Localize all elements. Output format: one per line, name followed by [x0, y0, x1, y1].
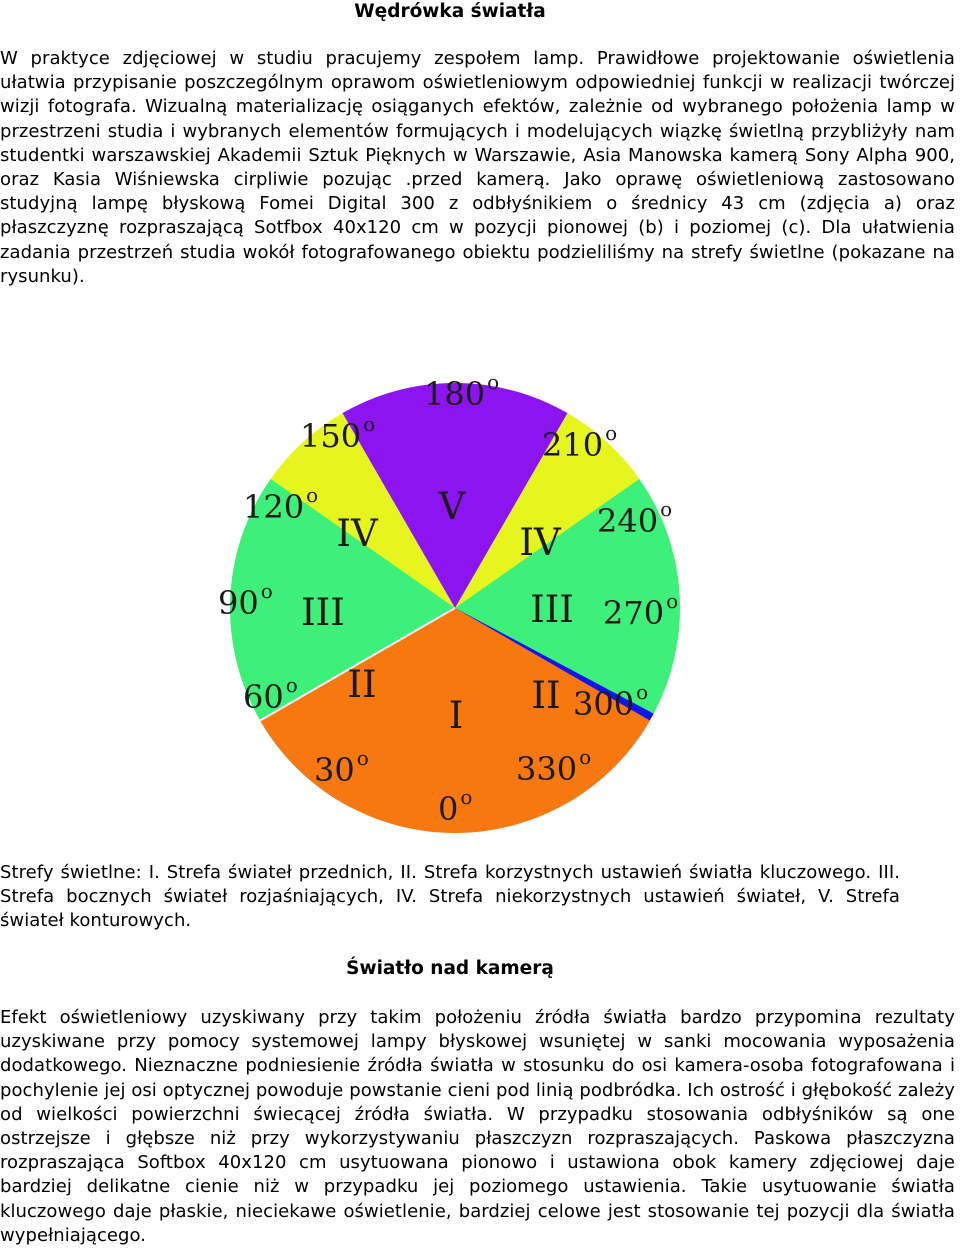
angle-label-210: 210 $^o$ — [542, 421, 618, 464]
angle-label-30: 30 $^o$ — [314, 746, 369, 789]
above-camera-paragraph: Efekt oświetleniowy uzyskiwany przy takim położeniu źródła światła bardzo przypomina rezultaty uzyskiwane przy pomocy systemowej lampy błyskowej wsuniętej w sanki mocowania wyposażenia dodatkowego. Nieznaczne podniesienie źródła światła w stosunku do osi kamera-osoba fotografowana i pochylenie jej osi optycznej powoduje powstanie cieni pod linią podbródka. Ich ostrość i głębokość zależy od wielkości powierzchni świecącej źródła światła. W przypadku stosowania odbłyśników są one ostrzejsze i głębsze niż przy wykorzystywaniu płaszczyzn rozpraszających. Paskowa płaszczyzna rozpraszająca Softbox 40x120 cm usytuowana pionowo i ustawiona obok kamery zdjęciowej daje bardziej delikatne cienie niż w przypadku jej poziomego ustawienia. Takie usytuowanie światła kluczowego daje płaskie, nieciekawe oświetlenie, bardziej celowe jest stosowanie tej pozycji dla światła wypełniającego. — [0, 1007, 955, 1246]
zones-caption: Strefy świetlne: I. Strefa świateł przednich, II. Strefa korzystnych ustawień światła kluczowego. III. Strefa bocznych świateł rozjaśniających, IV. Strefa niekorzystnych ustawień świateł, V. Strefa świateł konturowych. — [0, 862, 900, 932]
angle-label-150: 150 $^o$ — [300, 412, 376, 455]
angle-label-0: 0 $^o$ — [438, 785, 473, 828]
zone-label-1: II — [347, 663, 377, 706]
section-heading-light-above-camera: Światło nad kamerą — [346, 958, 554, 979]
angle-label-120: 120 $^o$ — [243, 483, 319, 526]
angle-label-60: 60 $^o$ — [243, 673, 298, 716]
angle-label-90: 90 $^o$ — [218, 579, 273, 622]
zone-label-7: V — [438, 485, 466, 528]
angle-label-240: 240 $^o$ — [597, 497, 673, 540]
angle-label-270: 270 $^o$ — [603, 589, 679, 632]
light-zones-diagram — [210, 355, 680, 845]
zone-label-5: IV — [336, 512, 378, 555]
zone-label-6: IV — [519, 521, 561, 564]
angle-label-180: 180 $^o$ — [424, 370, 500, 413]
section-heading-light-journey: Wędrówka światła — [354, 1, 546, 22]
angle-label-330: 330 $^o$ — [516, 745, 592, 788]
zone-label-0: I — [448, 694, 464, 737]
angle-label-300: 300 $^o$ — [573, 680, 649, 723]
intro-paragraph: W praktyce zdjęciowej w studiu pracujemy zespołem lamp. Prawidłowe projektowanie oświetlenia ułatwia przypisanie poszczególnym oprawom oświetleniowym odpowiedniej funkcji w realizacji twórczej wizji fotografa. Wizualną materializację osiąganych efektów, zależnie od wybranego położenia lamp w przestrzeni studia i wybranych elementów formujących i modelujących wiązkę świetlną przybliżyły nam studentki warszawskiej Akademii Sztuk Pięknych w Warszawie, Asia Manowska kamerą Sony Alpha 900, oraz Kasia Wiśniewska cirpliwie pozując .przed kamerą. Jako oprawę oświetleniową zastosowano studyjną lampę błyskową Fomei Digital 300 z odbłyśnikiem o średnicy 43 cm (zdjęcia a) oraz płaszczyznę rozpraszającą Sotfbox 40x120 cm w pozycji pionowej (b) i poziomej (c). Dla ułatwienia zadania przestrzeń studia wokół fotografowanego obiektu podzieliliśmy na strefy świetlne (pokazane na rysunku). — [0, 48, 955, 287]
zone-label-3: III — [301, 591, 345, 634]
zone-label-4: III — [530, 588, 574, 631]
zone-label-2: II — [531, 674, 561, 717]
